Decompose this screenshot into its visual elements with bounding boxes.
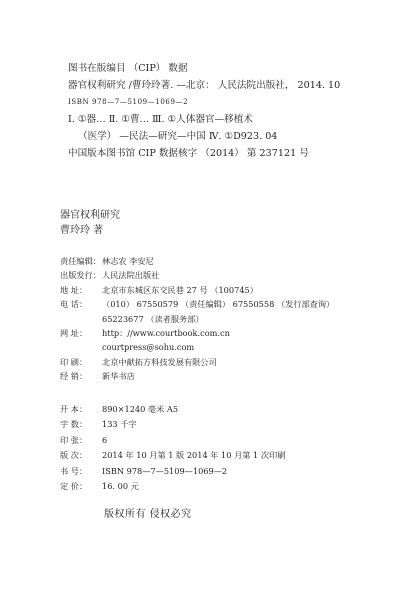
book-author: 曹玲玲 著 — [60, 225, 104, 236]
price-row — [60, 479, 285, 494]
address-label: 地 址： — [60, 284, 88, 295]
book-number-row — [60, 464, 285, 479]
cip-heading: 图书在版编目 （CIP） 数据 — [68, 63, 188, 74]
email-value: courtpress@sohu.com — [102, 342, 195, 353]
format-label: 开 本： — [60, 404, 88, 414]
phone-value-2: 65223677 （读者服务部） — [102, 313, 204, 324]
book-info — [60, 208, 120, 238]
copyright-notice: 版权所有 侵权必究 — [104, 509, 192, 520]
editor-row — [60, 254, 334, 268]
price-value: 16. 00 元 — [102, 481, 139, 492]
book-number-label: 书 号： — [60, 465, 88, 476]
format-row — [60, 402, 285, 417]
publishing-details — [60, 254, 334, 384]
website-label: 网 址： — [60, 328, 88, 339]
address-value: 北京市东城区东交民巷 27 号 （100745） — [102, 284, 258, 295]
publisher-row — [60, 268, 334, 282]
phone-value: （010） 67550579 （责任编辑） 67550558 （发行部查询） — [102, 299, 335, 310]
print-specifications — [60, 402, 285, 494]
price-label: 定 价： — [60, 481, 88, 492]
distributor-row — [60, 369, 334, 383]
phone-label: 电 话： — [60, 299, 88, 310]
address-row — [60, 283, 334, 297]
cip-block — [68, 60, 398, 162]
printer-row — [60, 355, 334, 369]
publisher-value: 人民法院出版社 — [102, 270, 160, 281]
cip-classification: Ⅰ. ①器… Ⅱ. ①曹… Ⅲ. ①人体器官—移植术 — [68, 114, 253, 125]
word-count-row — [60, 417, 285, 432]
edition-value: 2014 年 10 月第 1 版 2014 年 10 月第 1 次印刷 — [102, 450, 286, 461]
editor-label: 责任编辑： — [60, 256, 101, 266]
sheets-value: 6 — [102, 434, 108, 445]
word-count-label: 字 数： — [60, 419, 88, 430]
phone-row — [60, 297, 334, 311]
format-value: 890×1240 毫米 A5 — [102, 404, 179, 414]
distributor-value: 新华书店 — [102, 371, 135, 382]
printer-label: 印 刷： — [60, 356, 88, 367]
sheets-row — [60, 433, 285, 448]
book-title: 器官权利研究 — [60, 210, 120, 221]
cip-line-title: 器官权利研究 /曹玲玲著. —北京： 人民法院出版社， 2014. 10 — [68, 80, 341, 91]
website-row — [60, 326, 334, 340]
website-value: http：//www.courtbook.com.cn — [102, 328, 230, 339]
distributor-label: 经 销： — [60, 371, 88, 382]
edition-row — [60, 448, 285, 463]
printer-value: 北京中献拓方科技发展有限公司 — [102, 356, 217, 367]
cip-record-number: 中国版本图书馆 CIP 数据核字 （2014） 第 237121 号 — [68, 148, 309, 159]
edition-label: 版 次： — [60, 450, 88, 461]
sheets-label: 印 张： — [60, 434, 88, 445]
book-number-value: ISBN 978—7—5109—1069—2 — [102, 465, 228, 476]
publisher-label: 出版发行： — [60, 270, 101, 281]
cip-classification-cont: （医学） —民法—研究—中国 Ⅳ. ①D923. 04 — [78, 131, 278, 142]
editor-value: 林志农 李安尼 — [102, 256, 154, 266]
cip-isbn: ISBN 978—7—5109—1069—2 — [68, 98, 189, 106]
word-count-value: 133 千字 — [102, 419, 137, 430]
